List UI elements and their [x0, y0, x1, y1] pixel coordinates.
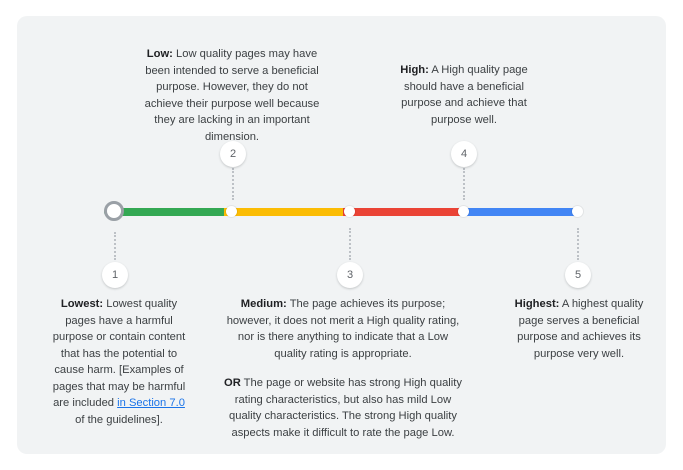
- caption-low-text: Low quality pages may have been intended to serve a beneficial purpose. However, they do not achieve their purpose well because they are lacking in an important dimension.: [144, 48, 320, 143]
- caption-medium-text: The page achieves its purpose; however, it does not merit a High quality rating, nor is there anything to indicate that a Low quality rating is appropriate.: [226, 298, 460, 360]
- caption-highest-text: A highest quality page serves a beneficial purpose and achieves its purpose very well.: [517, 298, 644, 360]
- caption-low-lead: Low:: [146, 48, 173, 60]
- scale-node-1[interactable]: [104, 201, 124, 221]
- scale-number-4[interactable]: 4: [451, 141, 477, 167]
- section-7-link[interactable]: in Section 7.0: [117, 397, 185, 409]
- caption-low: [136, 46, 328, 145]
- scale-number-3[interactable]: 3: [337, 262, 363, 288]
- scale-number-1[interactable]: 1: [102, 262, 128, 288]
- caption-highest: [505, 296, 653, 362]
- scale-number-2[interactable]: 2: [220, 141, 246, 167]
- caption-medium: [222, 296, 464, 441]
- caption-lowest-lead: Lowest:: [60, 298, 104, 310]
- scale-node-3[interactable]: [344, 206, 355, 217]
- connector-line-4: [463, 168, 467, 200]
- connector-line-3: [349, 228, 353, 260]
- caption-medium-lead2: OR: [224, 377, 241, 389]
- scale-node-4[interactable]: [458, 206, 469, 217]
- connector-line-5: [577, 228, 581, 260]
- connector-line-2: [232, 168, 236, 200]
- scale-number-5[interactable]: 5: [565, 262, 591, 288]
- caption-high: [389, 62, 539, 128]
- caption-lowest: [52, 296, 186, 428]
- track-segment-medium-to-high: [343, 208, 463, 216]
- connector-line-1: [114, 232, 118, 260]
- scale-node-5[interactable]: [572, 206, 583, 217]
- caption-lowest-text-before: Lowest quality pages have a harmful purpose or contain content that has the potential to cause harm. [Examples of pages that may be harmful are included: [52, 298, 186, 409]
- track-segment-low-to-medium: [224, 208, 344, 216]
- caption-lowest-text-after: of the guidelines].: [75, 413, 163, 426]
- caption-highest-lead: Highest:: [514, 298, 560, 310]
- track-segment-high-to-highest: [463, 208, 583, 216]
- caption-medium-text2: The page or website has strong High quality rating characteristics, but also has mild Low quality characteristics. The strong High quality aspects make it difficult to rate the page Low.: [229, 377, 462, 439]
- caption-medium-lead: Medium:: [240, 298, 287, 310]
- quality-scale-track: [104, 208, 582, 216]
- scale-node-2[interactable]: [226, 206, 237, 217]
- caption-high-text: A High quality page should have a beneficial purpose and achieve that purpose well.: [401, 64, 528, 126]
- caption-high-lead: High:: [400, 64, 429, 76]
